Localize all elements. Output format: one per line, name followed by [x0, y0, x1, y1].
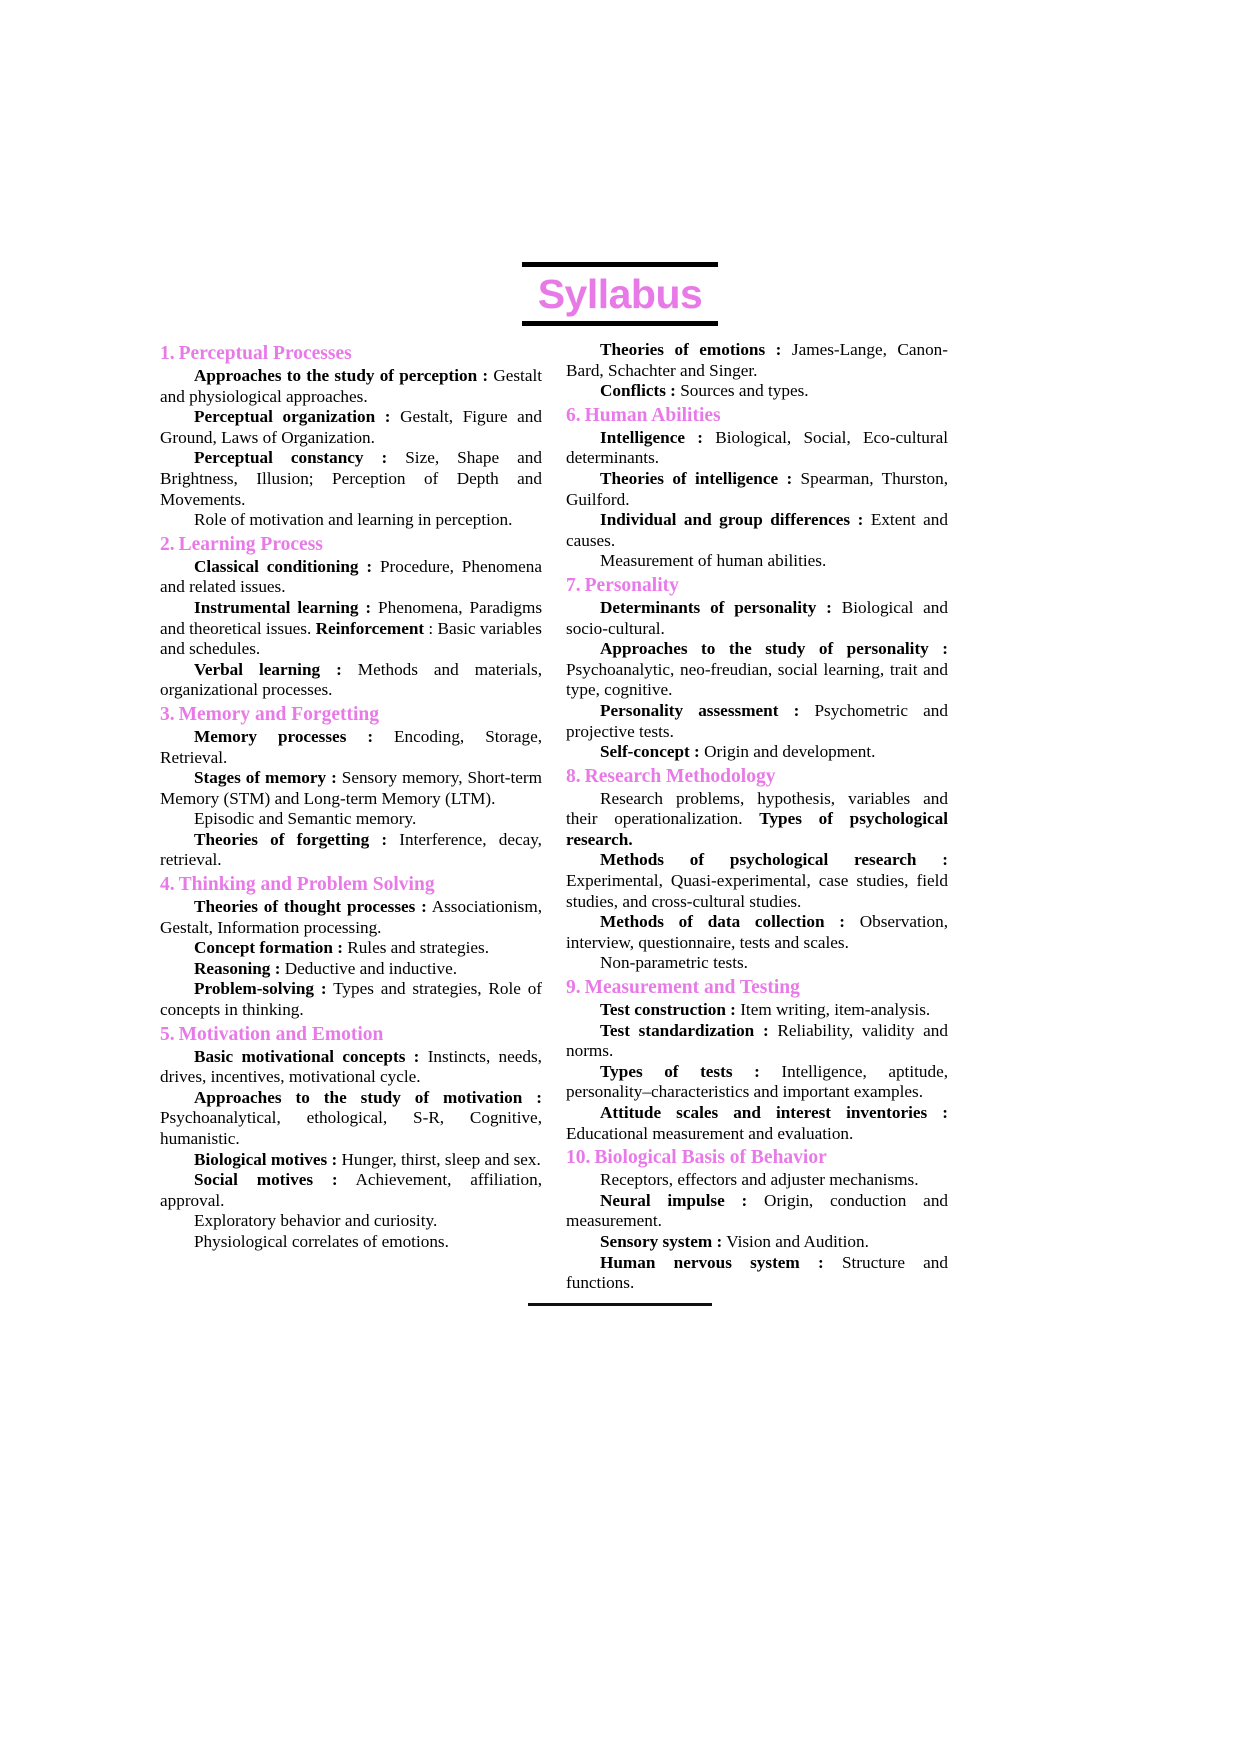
section-number: 4.	[160, 874, 175, 896]
paragraph-lead-term: Social motives :	[194, 1170, 338, 1190]
paragraph-lead-term: Attitude scales and interest inventories :	[600, 1103, 948, 1122]
paragraph-body: Psychoanalytical, ethological, S-R, Cognitive, humanistic.	[160, 1108, 542, 1148]
paragraph-body: Psychometric and projective tests.	[566, 700, 948, 741]
paragraph-body: Psychoanalytic, neo-freudian, social learning, trait and type, cognitive.	[566, 659, 948, 700]
paragraph-body: Observation, interview, questionnaire, tests and scales.	[566, 912, 948, 952]
syllabus-paragraph	[566, 742, 948, 763]
section-title: Memory and Forgetting	[178, 703, 379, 725]
syllabus-paragraph	[160, 1211, 542, 1232]
paragraph-body: Origin, conduction and measurement.	[566, 1190, 949, 1231]
paragraph-body: Sensory memory, Short-term Memory (STM) and Long-term Memory (LTM).	[160, 768, 542, 808]
paragraph-lead-term: Self-concept :	[600, 742, 700, 762]
section-heading	[160, 872, 542, 897]
syllabus-paragraph	[566, 1103, 948, 1144]
paragraph-lead-term: Classical conditioning :	[194, 556, 373, 576]
paragraph-body: Size, Shape and Brightness, Illusion; Perception of Depth and Movements.	[160, 448, 542, 509]
section-title: Motivation and Emotion	[178, 1023, 384, 1045]
paragraph-lead-term-secondary: Reinforcement	[315, 618, 425, 638]
paragraph-lead-term: Biological motives :	[194, 1149, 338, 1169]
paragraph-body: Research problems, hypothesis, variables and their operationalization.	[566, 788, 948, 829]
paragraph-body: Types and strategies, Role of concepts in thinking.	[160, 979, 543, 1020]
paragraph-lead-term: Approaches to the study of motivation :	[194, 1087, 542, 1107]
syllabus-paragraph	[566, 510, 948, 551]
syllabus-paragraph	[160, 557, 542, 598]
syllabus-paragraph	[566, 639, 948, 701]
paragraph-lead-term: Stages of memory :	[194, 768, 337, 788]
title-rule-top	[522, 262, 718, 267]
section-number: 10.	[566, 1147, 591, 1169]
syllabus-paragraph	[160, 510, 542, 531]
section-heading	[566, 764, 948, 789]
syllabus-paragraph	[160, 830, 542, 871]
paragraph-body: Procedure, Phenomena and related issues.	[160, 556, 542, 597]
section-title: Measurement and Testing	[584, 977, 800, 999]
syllabus-paragraph	[566, 953, 948, 974]
page-title: Syllabus	[537, 271, 703, 317]
section-title: Research Methodology	[584, 765, 776, 787]
paragraph-lead-term: Types of tests :	[600, 1061, 760, 1081]
paragraph-body: Hunger, thirst, sleep and sex.	[337, 1149, 541, 1169]
paragraph-body: Gestalt, Figure and Ground, Laws of Organization.	[160, 407, 542, 447]
paragraph-body: Sources and types.	[675, 381, 809, 401]
paragraph-lead-term: Intelligence :	[600, 427, 703, 447]
syllabus-paragraph	[160, 660, 542, 701]
syllabus-paragraph	[566, 1170, 948, 1191]
paragraph-lead-term: Conflicts :	[600, 381, 676, 401]
title-rule-bottom	[522, 321, 718, 326]
paragraph-lead-term: Approaches to the study of perception :	[194, 366, 489, 385]
paragraph-lead-term: Verbal learning :	[194, 659, 342, 679]
section-title: Biological Basis of Behavior	[594, 1147, 827, 1169]
paragraph-lead-term: Perceptual constancy :	[194, 448, 388, 468]
section-heading	[566, 573, 948, 598]
syllabus-paragraph	[160, 407, 542, 448]
paragraph-lead-term: Reasoning :	[194, 958, 281, 978]
syllabus-paragraph	[566, 1253, 948, 1294]
paragraph-body: Rules and strategies.	[342, 938, 489, 958]
paragraph-lead-term: Theories of emotions :	[600, 340, 782, 359]
syllabus-paragraph	[566, 1191, 948, 1232]
paragraph-lead-term: Theories of intelligence :	[600, 468, 793, 488]
paragraph-body: Episodic and Semantic memory.	[194, 809, 417, 829]
syllabus-paragraph	[160, 938, 542, 959]
section-title: Thinking and Problem Solving	[178, 874, 435, 896]
section-heading	[566, 403, 948, 428]
syllabus-paragraph	[566, 1021, 948, 1062]
paragraph-body: Vision and Audition.	[722, 1231, 869, 1251]
syllabus-paragraph	[566, 701, 948, 742]
paragraph-body: Item writing, item-analysis.	[735, 1000, 931, 1020]
paragraph-body: Interference, decay, retrieval.	[160, 829, 542, 870]
paragraph-body: Associationism, Gestalt, Information processing.	[160, 897, 542, 937]
paragraph-lead-term: Concept formation :	[194, 938, 343, 958]
syllabus-paragraph	[566, 469, 948, 510]
syllabus-paragraph	[566, 912, 948, 953]
section-number: 8.	[566, 765, 581, 787]
section-number: 5.	[160, 1023, 175, 1045]
section-heading	[566, 1145, 948, 1170]
paragraph-lead-term: Sensory system :	[600, 1231, 723, 1251]
syllabus-paragraph	[566, 340, 948, 381]
paragraph-lead-term: Personality assessment :	[600, 700, 800, 720]
column-right	[566, 340, 948, 1294]
paragraph-body: Biological and socio-cultural.	[566, 597, 948, 638]
paragraph-body: Measurement of human abilities.	[600, 551, 827, 571]
paragraph-lead-term: Memory processes :	[194, 726, 374, 746]
section-title: Perceptual Processes	[178, 343, 352, 364]
section-title: Human Abilities	[584, 404, 721, 426]
syllabus-paragraph	[160, 1170, 542, 1211]
syllabus-paragraph	[566, 789, 948, 851]
paragraph-body: Exploratory behavior and curiosity.	[194, 1211, 438, 1231]
paragraph-body: Instincts, needs, drives, incentives, motivational cycle.	[160, 1046, 542, 1087]
section-number: 6.	[566, 404, 581, 426]
paragraph-lead-term: Neural impulse :	[600, 1190, 748, 1210]
syllabus-paragraph	[566, 598, 948, 639]
paragraph-lead-term: Methods of data collection :	[600, 912, 845, 932]
paragraph-body: Role of motivation and learning in perception.	[194, 510, 513, 530]
syllabus-paragraph	[566, 428, 948, 469]
paragraph-lead-term: Perceptual organization :	[194, 407, 391, 427]
section-number: 9.	[566, 977, 581, 999]
section-number: 1.	[160, 343, 175, 364]
syllabus-paragraph	[160, 1088, 542, 1150]
syllabus-paragraph	[566, 551, 948, 572]
paragraph-body: Experimental, Quasi-experimental, case studies, field studies, and cross-cultural studies.	[566, 871, 948, 911]
paragraph-body: Educational measurement and evaluation.	[566, 1123, 854, 1143]
syllabus-paragraph	[160, 366, 542, 407]
paragraph-body: Intelligence, aptitude, personality–characteristics and important examples.	[566, 1061, 948, 1102]
syllabus-paragraph	[160, 448, 542, 510]
paragraph-body: Deductive and inductive.	[280, 958, 458, 978]
paragraph-lead-term: Determinants of personality :	[600, 597, 832, 617]
syllabus-paragraph	[160, 1150, 542, 1171]
paragraph-body: Structure and functions.	[566, 1252, 948, 1293]
section-heading	[160, 341, 542, 366]
paragraph-body: Phenomena, Paradigms and theoretical issues.	[160, 597, 543, 638]
syllabus-paragraph	[160, 1232, 542, 1253]
section-heading	[160, 1022, 542, 1047]
section-number: 3.	[160, 703, 175, 725]
syllabus-paragraph	[160, 598, 542, 660]
paragraph-lead-term: Individual and group differences :	[600, 510, 864, 530]
paragraph-body-secondary: : Basic variables and schedules.	[160, 618, 542, 659]
syllabus-paragraph	[566, 850, 948, 912]
paragraph-body: James-Lange, Canon-Bard, Schachter and Singer.	[566, 340, 948, 380]
section-title: Personality	[584, 574, 679, 596]
paragraph-body: Extent and causes.	[566, 510, 948, 550]
paragraph-body: Physiological correlates of emotions.	[194, 1231, 449, 1251]
syllabus-paragraph	[160, 727, 542, 768]
paragraph-lead-term: Test standardization :	[600, 1020, 769, 1040]
paragraph-body: Encoding, Storage, Retrieval.	[160, 726, 542, 767]
syllabus-paragraph	[566, 1062, 948, 1103]
paragraph-lead-term: Theories of thought processes :	[194, 897, 427, 917]
paragraph-lead-term: Basic motivational concepts :	[194, 1046, 420, 1066]
section-heading	[160, 702, 542, 727]
paragraph-body: Reliability, validity and norms.	[566, 1020, 948, 1061]
column-left	[160, 340, 542, 1294]
syllabus-paragraph	[160, 959, 542, 980]
syllabus-paragraph	[566, 1000, 948, 1021]
syllabus-paragraph	[160, 897, 542, 938]
section-title: Learning Process	[178, 533, 323, 555]
syllabus-paragraph	[160, 1047, 542, 1088]
syllabus-paragraph	[566, 1232, 948, 1253]
section-heading	[160, 532, 542, 557]
paragraph-lead-term: Problem-solving :	[194, 979, 327, 999]
paragraph-lead-term: Test construction :	[600, 1000, 736, 1020]
two-column-body	[160, 340, 1088, 1294]
syllabus-paragraph	[160, 768, 542, 809]
end-rule	[528, 1303, 712, 1306]
paragraph-body: Biological, Social, Eco-cultural determinants.	[566, 427, 948, 468]
syllabus-paragraph	[160, 809, 542, 830]
section-number: 7.	[566, 574, 581, 596]
paragraph-body: Gestalt and physiological approaches.	[160, 366, 543, 406]
syllabus-paragraph	[566, 381, 948, 402]
paragraph-lead-term: Approaches to the study of personality :	[600, 639, 948, 659]
paragraph-lead-term-secondary: Types of psychological research.	[566, 809, 948, 849]
paragraph-body: Achievement, affiliation, approval.	[160, 1170, 542, 1210]
section-heading	[566, 975, 948, 1000]
paragraph-body: Receptors, effectors and adjuster mechanisms.	[600, 1170, 919, 1190]
paragraph-body: Spearman, Thurston, Guilford.	[566, 468, 949, 509]
section-number: 2.	[160, 533, 175, 555]
paragraph-lead-term: Theories of forgetting :	[194, 829, 388, 849]
title-block	[0, 262, 1240, 326]
paragraph-lead-term: Human nervous system :	[600, 1252, 824, 1272]
paragraph-body: Non-parametric tests.	[600, 953, 748, 973]
paragraph-lead-term: Instrumental learning :	[194, 597, 372, 617]
paragraph-body: Origin and development.	[699, 742, 876, 762]
syllabus-paragraph	[160, 979, 542, 1020]
paragraph-lead-term: Methods of psychological research :	[600, 850, 948, 870]
paragraph-body: Methods and materials, organizational processes.	[160, 659, 542, 700]
